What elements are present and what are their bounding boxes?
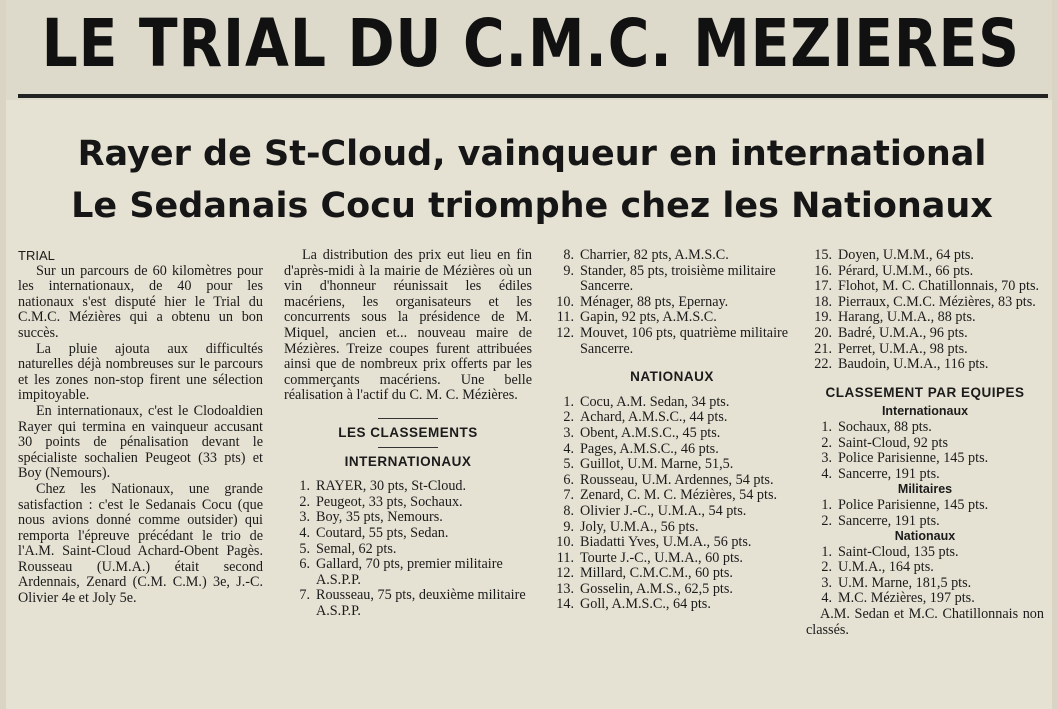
rank-number: 5. — [563, 456, 574, 473]
entry-text: Boy, 35 pts, Nemours. — [316, 509, 443, 526]
rank-number: 3. — [299, 509, 310, 526]
entry-text: Guillot, U.M. Marne, 51,5. — [580, 456, 734, 473]
nationaux-list-continued — [806, 248, 1044, 373]
list-item — [806, 436, 1044, 452]
nationaux-heading: NATIONAUX — [630, 369, 714, 385]
equipes-militaires-heading: Militaires — [897, 482, 953, 497]
list-item — [548, 473, 796, 489]
rank-number: 14. — [556, 596, 574, 613]
rank-number: 2. — [821, 512, 832, 529]
entry-text: U.M. Marne, 181,5 pts. — [838, 574, 972, 591]
list-item — [548, 248, 796, 264]
list-item — [548, 395, 796, 411]
column-1 — [18, 248, 263, 607]
entry-text: Sochaux, 88 pts. — [838, 418, 932, 435]
equipes-internationaux-heading: Internationaux — [881, 404, 969, 419]
rank-number: 2. — [299, 493, 310, 510]
list-item — [548, 457, 796, 473]
list-item — [548, 426, 796, 442]
rank-number: 13. — [556, 580, 574, 597]
entry-text: U.M.A., 164 pts. — [838, 559, 934, 576]
entry-text: Olivier J.-C., U.M.A., 54 pts. — [580, 502, 747, 519]
rank-number: 1. — [563, 393, 574, 410]
entry-text: Millard, C.M.C.M., 60 pts. — [580, 565, 733, 582]
entry-text: Stander, 85 pts, troisième militaire Sancerre. — [580, 262, 776, 295]
rank-number: 8. — [563, 247, 574, 263]
list-item — [806, 451, 1044, 467]
list-item — [284, 542, 532, 558]
rank-number: 6. — [563, 471, 574, 488]
entry-text: Pages, A.M.S.C., 46 pts. — [580, 440, 719, 457]
entry-text: Police Parisienne, 145 pts. — [838, 450, 989, 467]
rank-number: 1. — [821, 496, 832, 513]
entry-text: RAYER, 30 pts, St-Cloud. — [316, 478, 467, 495]
list-item — [806, 310, 1044, 326]
internationaux-list-continued — [548, 248, 796, 357]
equipes-nationaux-heading: Nationaux — [894, 529, 956, 544]
rank-number: 20. — [814, 324, 832, 341]
rank-number: 22. — [814, 356, 832, 373]
rank-number: 11. — [556, 309, 574, 326]
entry-text: Flohot, M. C. Chatillonnais, 70 pts. — [838, 278, 1040, 295]
list-item — [284, 557, 532, 588]
entry-text: Saint-Cloud, 135 pts. — [838, 543, 959, 560]
rank-number: 10. — [556, 293, 574, 310]
entry-text: Mouvet, 106 pts, quatrième militaire Sancerre. — [580, 324, 789, 357]
list-item — [548, 535, 796, 551]
entry-text: Sancerre, 191 pts. — [838, 512, 940, 529]
rank-number: 2. — [821, 559, 832, 576]
entry-text: Achard, A.M.S.C., 44 pts. — [580, 409, 728, 426]
title-rule — [18, 94, 1048, 98]
paragraph: La distribution des prix eut lieu en fin d'après-midi à la mairie de Mézières où un vin d'honneur réunissait les édiles macériens, les organisateurs et les concurrents sous la présidence de M. Miquel, ancien et... nouveau maire de Mézières. Treize coupes furent attribuées ainsi que de nombreux prix offerts par les commerçants macériens. Une belle réalisation à l'actif du C. M. C. Mézières. — [284, 247, 532, 404]
entry-text: Gallard, 70 pts, premier militaire A.S.P.P. — [316, 556, 503, 588]
list-item — [806, 420, 1044, 436]
nationaux-list — [548, 395, 796, 613]
headline-2: Le Sedanais Cocu triomphe chez les Nationaux — [71, 186, 993, 226]
equipes-militaires-list — [806, 498, 1044, 529]
list-item — [548, 326, 796, 357]
rank-number: 4. — [821, 465, 832, 482]
entry-text: Semal, 62 pts. — [316, 540, 397, 557]
paragraph: En internationaux, c'est le Clodoaldien Rayer qui termina en vainqueur accusant 30 points de pénalisation devant le spécialiste sochalien Peugeot (33 pts) et Boy (Nemours). — [18, 402, 263, 482]
rank-number: 4. — [299, 524, 310, 541]
rank-number: 5. — [299, 540, 310, 557]
paragraph: Chez les Nationaux, une grande satisfaction : c'est le Sedanais Cocu (que nous avions donné comme outsider) qui remporta l'épreuve précédant le trio de l'A.M. Saint-Cloud Achard-Obent Pagès. Rousseau (U.M.A.) était second Ardennais, Zenard (C.M. C.M.) 3e, J.-C. Olivier 4e et Joly 5e. — [18, 480, 263, 607]
entry-text: M.C. Mézières, 197 pts. — [838, 590, 975, 607]
rank-number: 19. — [814, 309, 832, 326]
newspaper-clipping — [6, 0, 1052, 709]
equipes-nationaux-list — [806, 545, 1044, 607]
list-item — [806, 591, 1044, 607]
rank-number: 3. — [563, 424, 574, 441]
list-item — [548, 520, 796, 536]
divider — [378, 418, 438, 419]
entry-text: Rousseau, U.M. Ardennes, 54 pts. — [580, 471, 774, 488]
rank-number: 6. — [299, 556, 310, 573]
rank-number: 2. — [821, 434, 832, 451]
list-item — [548, 566, 796, 582]
list-item — [284, 479, 532, 495]
entry-text: Rousseau, 75 pts, deuxième militaire A.S.P.P. — [316, 587, 526, 619]
title-text: LE TRIAL DU C.M.C. MEZIERES — [41, 4, 1021, 82]
entry-text: Harang, U.M.A., 88 pts. — [838, 309, 976, 326]
rank-number: 11. — [556, 549, 574, 566]
list-item — [548, 410, 796, 426]
rank-number: 18. — [814, 293, 832, 310]
rank-number: 9. — [563, 518, 574, 535]
rank-number: 7. — [563, 487, 574, 504]
internationaux-list — [284, 479, 532, 619]
list-item — [806, 467, 1044, 483]
list-item — [548, 310, 796, 326]
entry-text: Peugeot, 33 pts, Sochaux. — [316, 493, 463, 510]
rank-number: 8. — [563, 502, 574, 519]
divider — [378, 447, 438, 448]
list-item — [284, 495, 532, 511]
list-item — [284, 588, 532, 619]
column-4 — [806, 248, 1044, 638]
entry-text: Tourte J.-C., U.M.A., 60 pts. — [580, 549, 743, 566]
entry-text: Biadatti Yves, U.M.A., 56 pts. — [580, 534, 752, 551]
rank-number: 3. — [821, 450, 832, 467]
entry-text: Pérard, U.M.M., 66 pts. — [838, 262, 974, 279]
headline-1: Rayer de St-Cloud, vainqueur en international — [77, 134, 987, 174]
paragraph: La pluie ajouta aux difficultés naturelles déjà nombreuses sur le parcours et les zones non-stop firent une sélection impitoyable. — [18, 340, 263, 404]
list-item — [548, 504, 796, 520]
entry-text: Goll, A.M.S.C., 64 pts. — [580, 596, 711, 613]
list-item — [806, 264, 1044, 280]
equipes-heading: CLASSEMENT PAR EQUIPES — [825, 384, 1025, 400]
classements-heading: LES CLASSEMENTS — [338, 424, 478, 440]
entry-text: Sancerre, 191 pts. — [838, 465, 940, 482]
list-item — [806, 279, 1044, 295]
rank-number: 1. — [821, 418, 832, 435]
rank-number: 3. — [821, 574, 832, 591]
entry-text: Doyen, U.M.M., 64 pts. — [838, 247, 974, 263]
list-item — [806, 248, 1044, 264]
entry-text: Joly, U.M.A., 56 pts. — [580, 518, 699, 535]
column-3 — [548, 248, 796, 613]
kicker: TRIAL — [18, 248, 55, 263]
rank-number: 10. — [556, 534, 574, 551]
rank-number: 7. — [299, 587, 310, 604]
non-classes-note: A.M. Sedan et M.C. Chatillonnais non classés. — [806, 606, 1044, 638]
internationaux-heading: INTERNATIONAUX — [344, 453, 472, 469]
entry-text: Zenard, C. M. C. Mézières, 54 pts. — [580, 487, 778, 504]
list-item — [548, 551, 796, 567]
list-item — [548, 488, 796, 504]
list-item — [806, 545, 1044, 561]
rank-number: 12. — [556, 565, 574, 582]
rank-number: 15. — [814, 247, 832, 263]
list-item — [548, 295, 796, 311]
entry-text: Gapin, 92 pts, A.M.S.C. — [580, 309, 717, 326]
entry-text: Gosselin, A.M.S., 62,5 pts. — [580, 580, 733, 597]
rank-number: 17. — [814, 278, 832, 295]
rank-number: 1. — [299, 478, 310, 495]
rank-number: 16. — [814, 262, 832, 279]
entry-text: Coutard, 55 pts, Sedan. — [316, 524, 449, 541]
entry-text: Badré, U.M.A., 96 pts. — [838, 324, 968, 341]
list-item — [806, 560, 1044, 576]
entry-text: Pierraux, C.M.C. Mézières, 83 pts. — [838, 293, 1036, 310]
rank-number: 9. — [563, 262, 574, 279]
list-item — [548, 442, 796, 458]
list-item — [548, 582, 796, 598]
list-item — [548, 264, 796, 295]
entry-text: Ménager, 88 pts, Epernay. — [580, 293, 729, 310]
list-item — [548, 597, 796, 613]
list-item — [806, 295, 1044, 311]
entry-text: Saint-Cloud, 92 pts — [838, 434, 948, 451]
rank-number: 1. — [821, 543, 832, 560]
rank-number: 21. — [814, 340, 832, 357]
list-item — [284, 526, 532, 542]
list-item — [806, 514, 1044, 530]
list-item — [284, 510, 532, 526]
list-item — [806, 498, 1044, 514]
rank-number: 4. — [821, 590, 832, 607]
entry-text: Obent, A.M.S.C., 45 pts. — [580, 424, 721, 441]
rank-number: 4. — [563, 440, 574, 457]
rank-number: 12. — [556, 324, 574, 341]
list-item — [806, 326, 1044, 342]
list-item — [806, 357, 1044, 373]
entry-text: Police Parisienne, 145 pts. — [838, 496, 989, 513]
entry-text: Perret, U.M.A., 98 pts. — [838, 340, 968, 357]
entry-text: Cocu, A.M. Sedan, 34 pts. — [580, 393, 730, 410]
article-title — [16, 2, 1046, 84]
entry-text: Charrier, 82 pts, A.M.S.C. — [580, 247, 729, 263]
paragraph: Sur un parcours de 60 kilomètres pour les internationaux, de 40 pour les nationaux s'est disputé hier le Trial du C.M.C. Mézières qui a obtenu un bon succès. — [18, 262, 263, 341]
list-item — [806, 342, 1044, 358]
entry-text: Baudoin, U.M.A., 116 pts. — [838, 356, 989, 373]
column-2 — [284, 248, 532, 619]
list-item — [806, 576, 1044, 592]
equipes-internationaux-list — [806, 420, 1044, 482]
rank-number: 2. — [563, 409, 574, 426]
